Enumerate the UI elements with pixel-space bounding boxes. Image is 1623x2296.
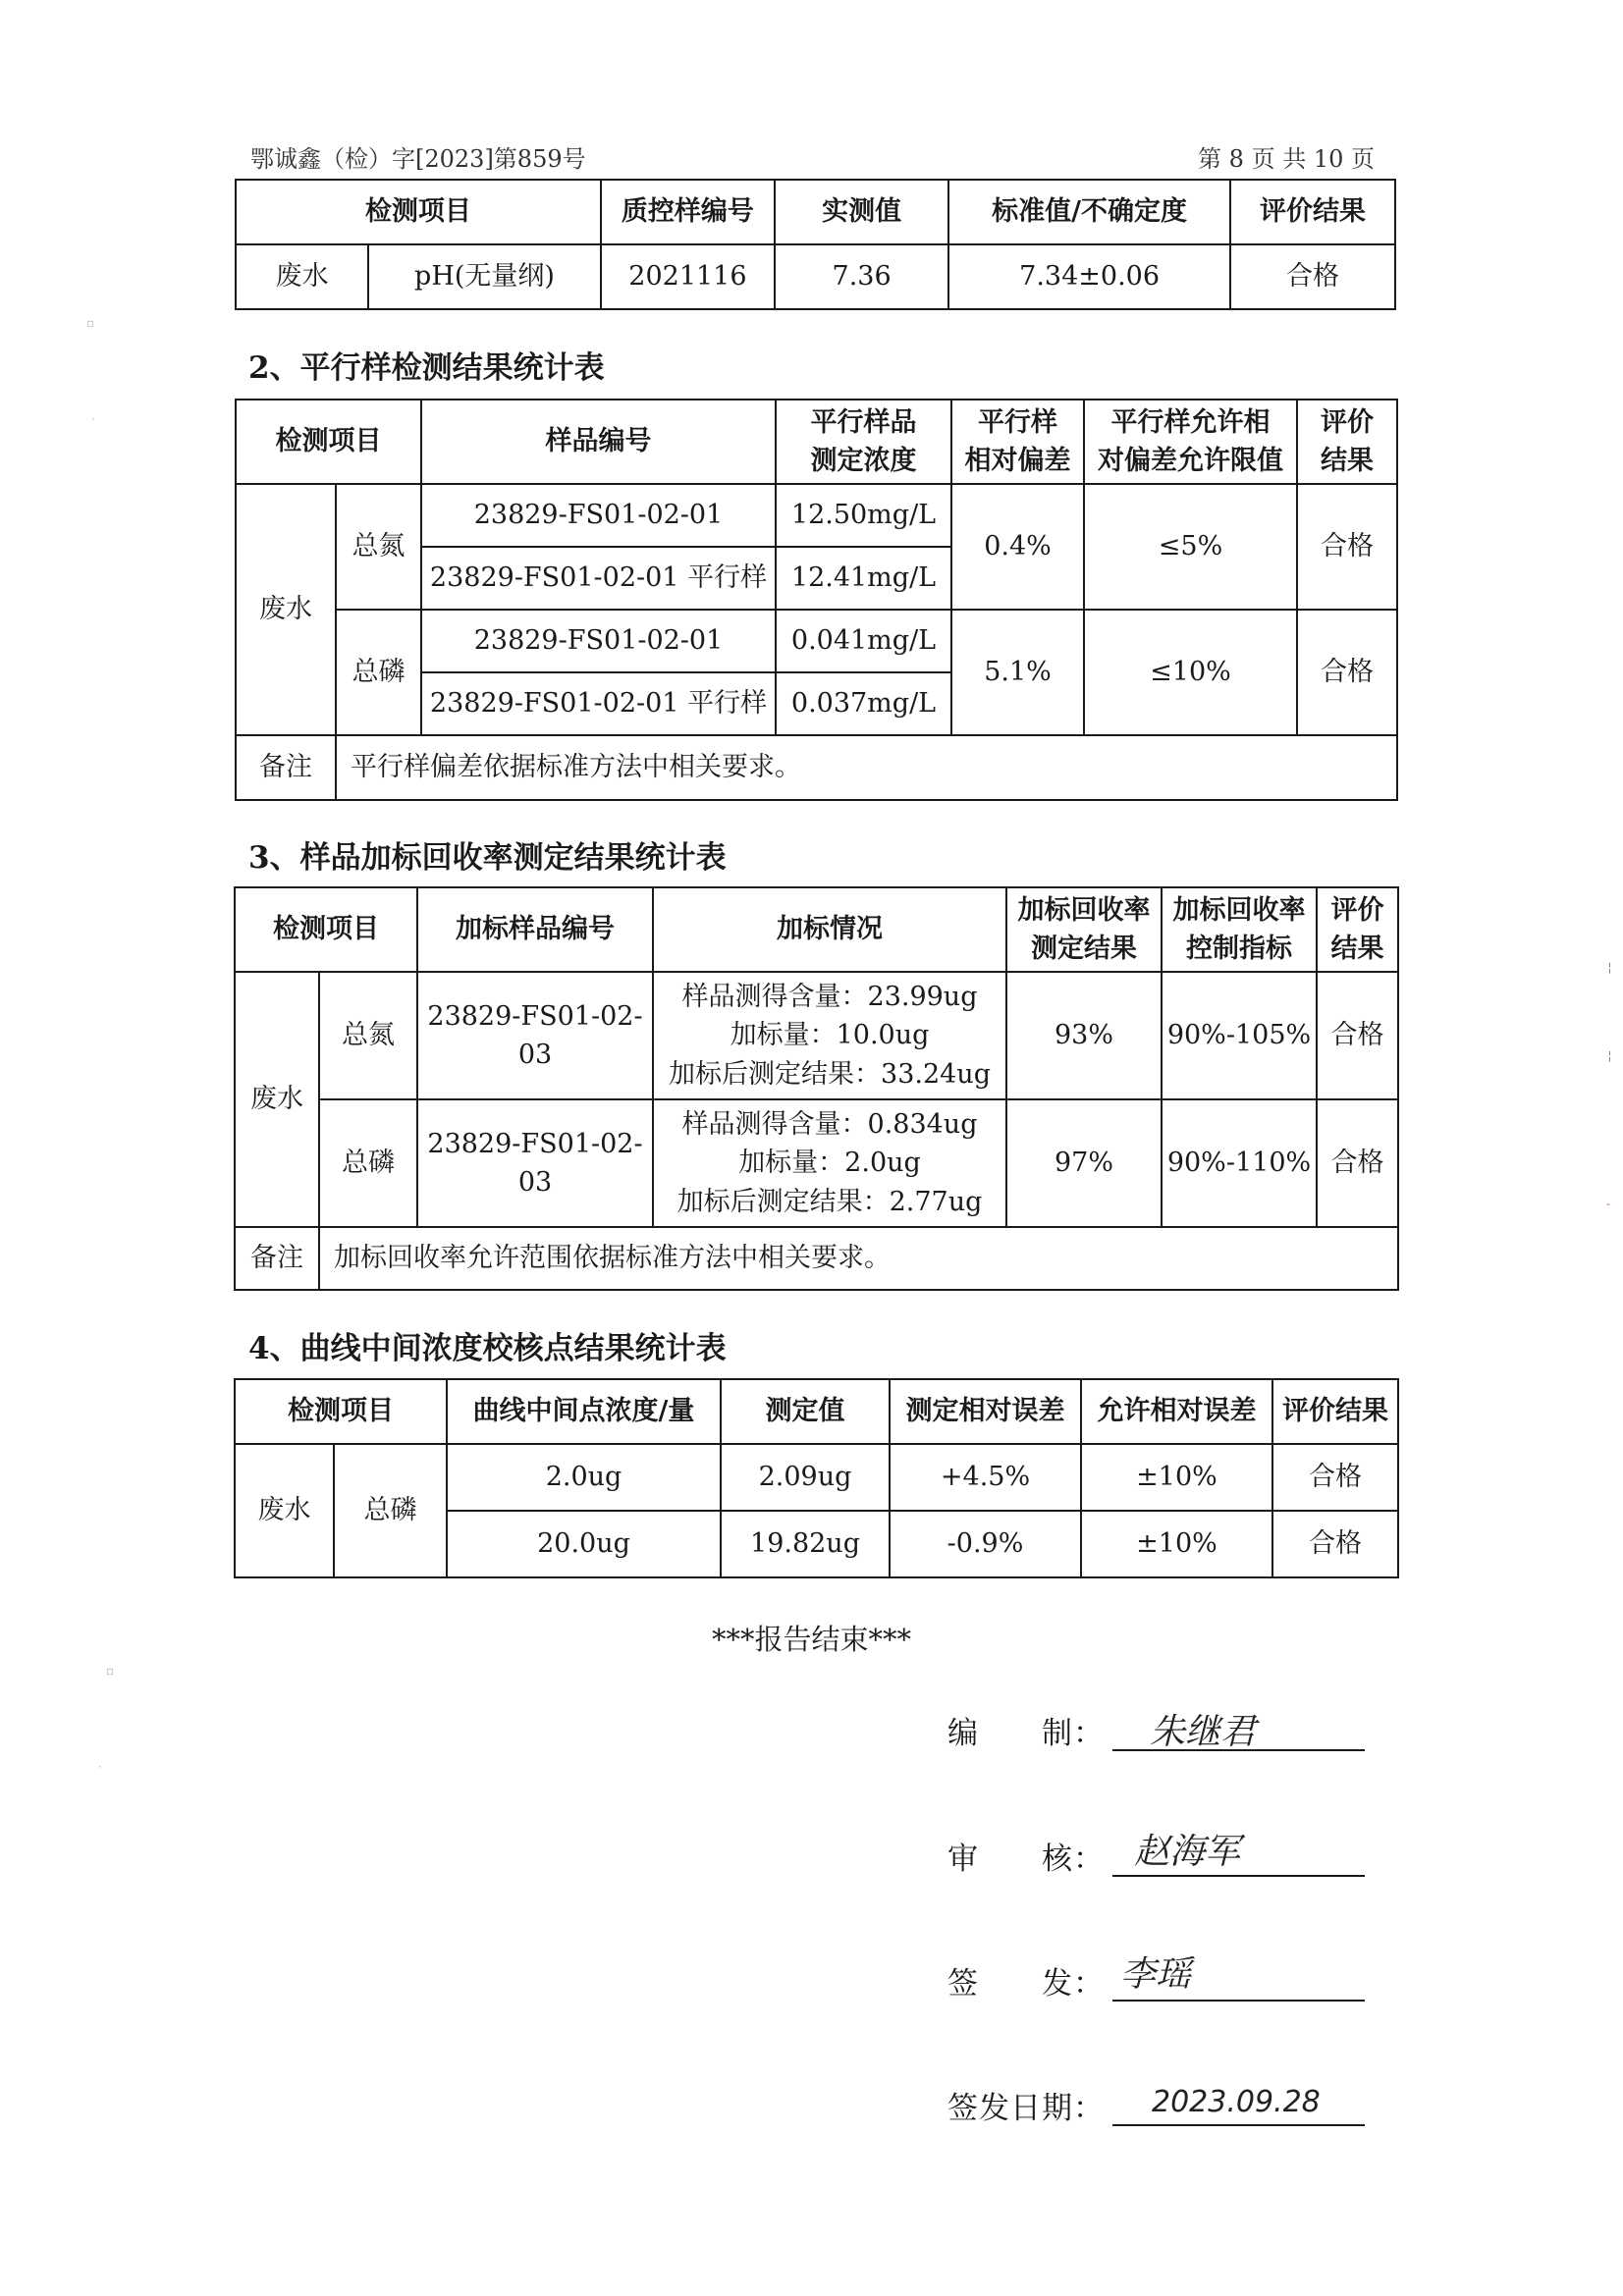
document-number: 鄂诚鑫（检）字[2023]第859号: [250, 145, 586, 173]
medium-cell: 废水: [236, 244, 368, 309]
note-label: 备注: [236, 735, 336, 800]
concentration-cell: 12.50mg/L: [776, 484, 951, 547]
issue-date-label: 签发日期：: [947, 2091, 1105, 2126]
issuer-signature-line: [1112, 1956, 1365, 2002]
header-standard-value: 标准值/不确定度: [948, 180, 1230, 244]
concentration-cell: 2.0ug: [447, 1444, 721, 1511]
header-measured-value: 实测值: [775, 180, 948, 244]
table-row: [236, 484, 1397, 547]
header-qc-sample-id: 质控样编号: [601, 180, 775, 244]
spike-detail-cell: 样品测得含量：0.834ug 加标量：2.0ug 加标后测定结果：2.77ug: [653, 1099, 1006, 1227]
sample-id-cell: 2021116: [601, 244, 775, 309]
medium-cell: 废水: [235, 1444, 334, 1577]
deviation-cell: 0.4%: [951, 484, 1084, 610]
header-control-limit: 加标回收率 控制指标: [1162, 887, 1317, 972]
scan-speck: ▫: [106, 1664, 115, 1678]
reviewer-label: 审 核：: [947, 1842, 1105, 1877]
header-allowed-error: 允许相对误差: [1081, 1379, 1272, 1444]
compiler-signature-line: [1112, 1706, 1365, 1751]
control-limit-cell: 90%-110%: [1162, 1099, 1317, 1227]
header-measured-value: 测定值: [721, 1379, 890, 1444]
header-recovery-rate: 加标回收率 测定结果: [1006, 887, 1162, 972]
section-3-title: 3、样品加标回收率测定结果统计表: [248, 840, 727, 876]
measured-cell: 19.82ug: [721, 1511, 890, 1577]
header-allowed-deviation: 平行样允许相 对偏差允许限值: [1084, 400, 1297, 484]
parallel-sample-table: [235, 399, 1398, 801]
limit-cell: ≤10%: [1084, 610, 1297, 735]
report-end-marker: ***报告结束***: [711, 1623, 911, 1656]
issuer-label: 签 发：: [947, 1966, 1105, 2002]
header-evaluation: 评价 结果: [1317, 887, 1398, 972]
note-text: 平行样偏差依据标准方法中相关要求。: [336, 735, 1397, 800]
deviation-cell: 5.1%: [951, 610, 1084, 735]
scan-speck: ·: [91, 412, 95, 426]
issuer-signature: 李瑶: [1120, 1954, 1192, 1995]
allowed-error-cell: ±10%: [1081, 1444, 1272, 1511]
header-evaluation: 评价结果: [1272, 1379, 1398, 1444]
measured-cell: 7.36: [775, 244, 948, 309]
limit-cell: ≤5%: [1084, 484, 1297, 610]
page-indicator: 第 8 页 共 10 页: [1198, 145, 1375, 173]
sample-id-cell: 23829-FS01-02-03: [417, 972, 653, 1099]
table-row: [236, 244, 1395, 309]
calibration-check-table: [234, 1378, 1399, 1578]
header-spike-sample-id: 加标样品编号: [417, 887, 653, 972]
measured-cell: 2.09ug: [721, 1444, 890, 1511]
header-concentration: 平行样品 测定浓度: [776, 400, 951, 484]
sample-id-cell: 23829-FS01-02-01 平行样: [421, 672, 776, 735]
note-row: [236, 735, 1397, 800]
spike-detail-cell: 样品测得含量：23.99ug 加标量：10.0ug 加标后测定结果：33.24ug: [653, 972, 1006, 1099]
header-mid-concentration: 曲线中间点浓度/量: [447, 1379, 721, 1444]
seal-edge-mark: ╎: [1606, 1050, 1613, 1063]
recovery-rate-cell: 97%: [1006, 1099, 1162, 1227]
header-test-item: 检测项目: [235, 1379, 447, 1444]
sample-id-cell: 23829-FS01-02-01: [421, 484, 776, 547]
header-sample-id: 样品编号: [421, 400, 776, 484]
allowed-error-cell: ±10%: [1081, 1511, 1272, 1577]
result-cell: 合格: [1297, 610, 1397, 735]
relative-error-cell: +4.5%: [890, 1444, 1081, 1511]
spike-recovery-table: [234, 886, 1399, 1291]
result-cell: 合格: [1297, 484, 1397, 610]
concentration-cell: 20.0ug: [447, 1511, 721, 1577]
table-row: [235, 1444, 1398, 1511]
reviewer-signature-line: [1112, 1832, 1365, 1877]
header-spike-situation: 加标情况: [653, 887, 1006, 972]
scan-speck: ·: [98, 1760, 102, 1774]
table-row: [235, 972, 1398, 1099]
result-cell: 合格: [1230, 244, 1395, 309]
quality-control-table: [235, 179, 1396, 310]
parameter-cell: 总磷: [334, 1444, 447, 1577]
table-row: [235, 1099, 1398, 1227]
sample-id-cell: 23829-FS01-02-03: [417, 1099, 653, 1227]
parameter-cell: pH(无量纲): [368, 244, 601, 309]
reviewer-signature: 赵海军: [1134, 1832, 1241, 1872]
header-test-item: 检测项目: [236, 180, 601, 244]
parameter-cell: 总氮: [319, 972, 417, 1099]
compiler-label: 编 制：: [947, 1716, 1105, 1751]
header-relative-deviation: 平行样 相对偏差: [951, 400, 1084, 484]
note-text: 加标回收率允许范围依据标准方法中相关要求。: [319, 1227, 1398, 1290]
recovery-rate-cell: 93%: [1006, 972, 1162, 1099]
concentration-cell: 12.41mg/L: [776, 547, 951, 610]
control-limit-cell: 90%-105%: [1162, 972, 1317, 1099]
result-cell: 合格: [1272, 1511, 1398, 1577]
medium-cell: 废水: [235, 972, 319, 1227]
parameter-cell: 总氮: [336, 484, 421, 610]
section-4-title: 4、曲线中间浓度校核点结果统计表: [248, 1331, 727, 1366]
sample-id-cell: 23829-FS01-02-01: [421, 610, 776, 672]
concentration-cell: 0.041mg/L: [776, 610, 951, 672]
medium-cell: 废水: [236, 484, 336, 735]
result-cell: 合格: [1272, 1444, 1398, 1511]
header-test-item: 检测项目: [236, 400, 421, 484]
issue-date-value: 2023.09.28: [1152, 2085, 1321, 2119]
table-row: [236, 610, 1397, 672]
issue-date-line: [1112, 2081, 1365, 2126]
header-relative-error: 测定相对误差: [890, 1379, 1081, 1444]
seal-edge-mark: ╎: [1606, 962, 1613, 975]
result-cell: 合格: [1317, 1099, 1398, 1227]
parameter-cell: 总磷: [319, 1099, 417, 1227]
concentration-cell: 0.037mg/L: [776, 672, 951, 735]
sample-id-cell: 23829-FS01-02-01 平行样: [421, 547, 776, 610]
scan-speck: ▫: [86, 316, 95, 330]
compiler-signature: 朱继君: [1150, 1712, 1257, 1752]
relative-error-cell: -0.9%: [890, 1511, 1081, 1577]
note-label: 备注: [235, 1227, 319, 1290]
result-cell: 合格: [1317, 972, 1398, 1099]
standard-cell: 7.34±0.06: [948, 244, 1230, 309]
header-evaluation: 评价 结果: [1297, 400, 1397, 484]
seal-edge-mark: -: [1606, 1198, 1610, 1210]
header-test-item: 检测项目: [235, 887, 417, 972]
note-row: [235, 1227, 1398, 1290]
parameter-cell: 总磷: [336, 610, 421, 735]
header-evaluation: 评价结果: [1230, 180, 1395, 244]
section-2-title: 2、平行样检测结果统计表: [248, 350, 605, 386]
